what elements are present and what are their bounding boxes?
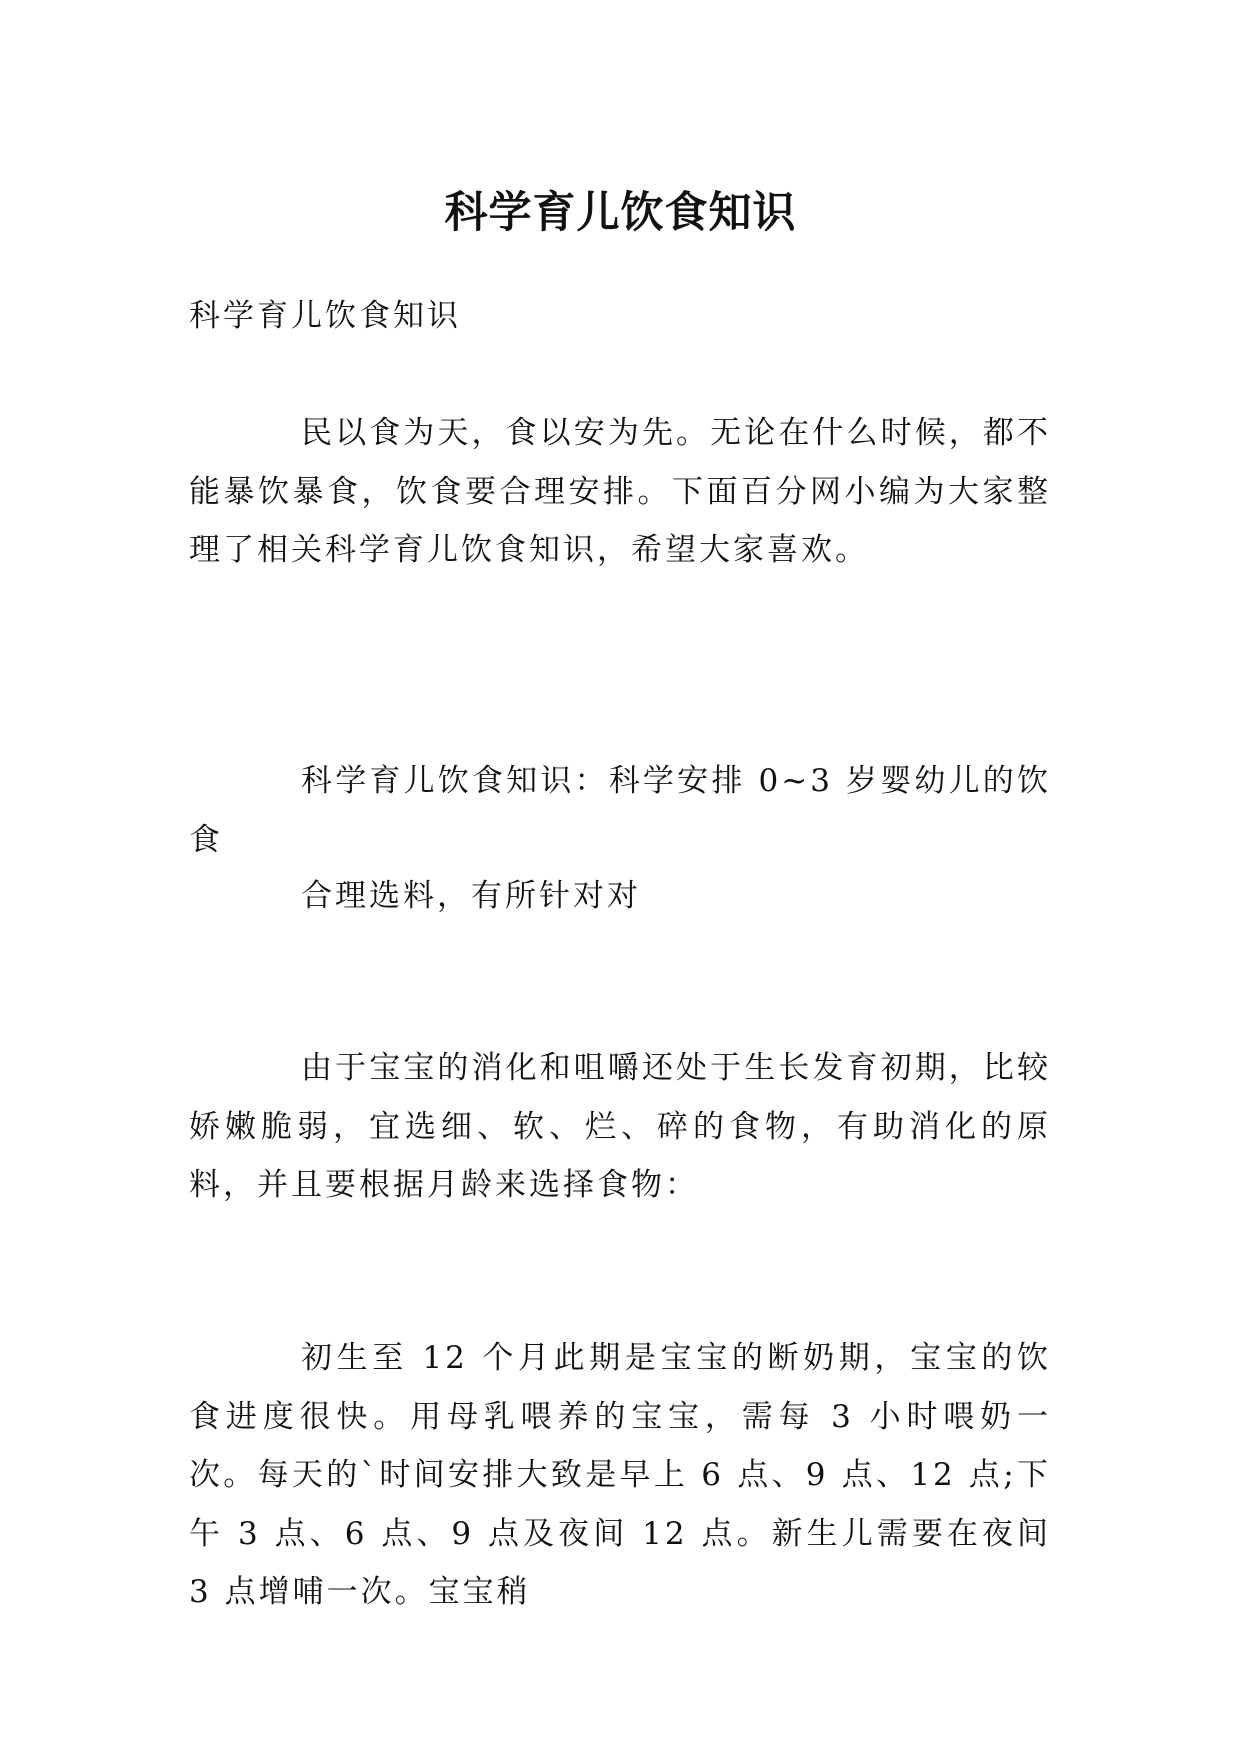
section-heading: 科学育儿饮食知识：科学安排 0~3 岁婴幼儿的饮食 [189,763,1051,858]
intro-paragraph: 民以食为天，食以安为先。无论在什么时候，都不能暴饮暴食，饮食要合理安排。下面百分网小编为大家整理了相关科学育儿饮食知识，希望大家喜欢。 [189,415,1051,568]
subsection-heading: 合理选料，有所针对对 [301,878,641,914]
body-paragraph: 由于宝宝的消化和咀嚼还处于生长发育初期，比较娇嫩脆弱，宜选细、软、烂、碎的食物，有助消化的原料，并且要根据月龄来选择食物： [189,1050,1051,1203]
page-title: 科学育儿饮食知识 [444,187,797,238]
subtitle-paragraph: 科学育儿饮食知识 [189,298,461,334]
body-paragraph: 初生至 12 个月此期是宝宝的断奶期，宝宝的饮食进度很快。用母乳喂养的宝宝，需每 3 小时喂奶一次。每天的`时间安排大致是早上 6 点、9 点、12 点;下午 3 点、6 点、9 点及夜间 12 点。新生儿需要在夜间 3 点增哺一次。宝宝稍 [189,1340,1051,1610]
